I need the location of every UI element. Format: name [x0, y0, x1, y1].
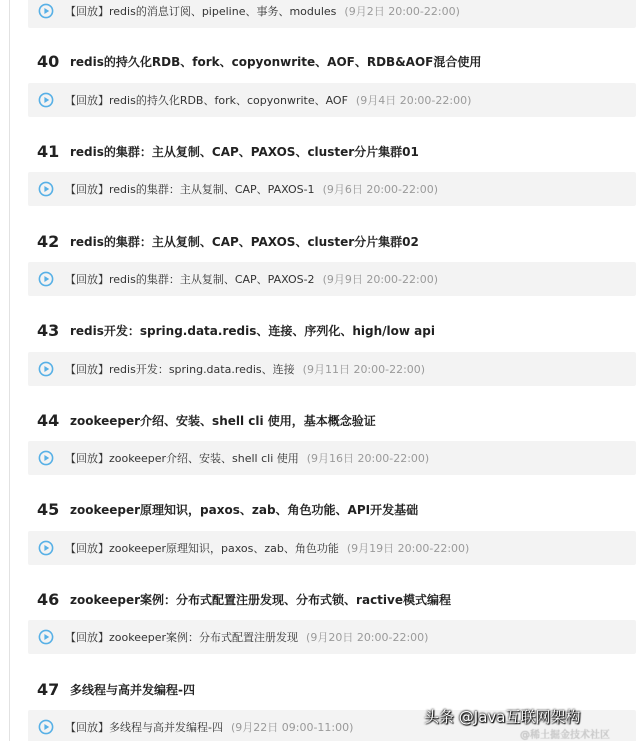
community-watermark: @稀土掘金技术社区: [520, 730, 610, 741]
replay-time: (9月16日 20:00-22:00): [306, 452, 430, 465]
chapter-title: redis的集群：主从复制、CAP、PAXOS、cluster分片集群01: [70, 144, 419, 159]
chapter-title: 多线程与高并发编程-四: [70, 682, 195, 697]
replay-title: redis的消息订阅、pipeline、事务、modules: [109, 5, 337, 18]
replay-time: (9月4日 20:00-22:00): [355, 94, 472, 107]
play-circle-icon: [38, 181, 54, 197]
replay-tag: 【回放】: [65, 452, 109, 465]
chapter-number: 43: [37, 320, 60, 340]
replay-time: (9月22日 09:00-11:00): [230, 721, 354, 734]
replay-title: redis的集群：主从复制、CAP、PAXOS-1: [109, 183, 315, 196]
replay-tag: 【回放】: [65, 273, 109, 286]
chapter-number: 41: [37, 141, 60, 161]
replay-tag: 【回放】: [65, 94, 109, 107]
chapter-number: 44: [37, 410, 60, 430]
chapter-title: zookeeper案例：分布式配置注册发现、分布式锁、ractive模式编程: [70, 592, 451, 607]
play-circle-icon: [38, 92, 54, 108]
replay-title: zookeeper案例：分布式配置注册发现: [109, 631, 299, 644]
chapter-heading: [37, 497, 418, 521]
replay-tag: 【回放】: [65, 5, 109, 18]
chapter-heading: [37, 139, 419, 163]
chapter-number: 45: [37, 499, 60, 519]
left-divider: [9, 0, 10, 741]
play-circle-icon: [38, 629, 54, 645]
play-circle-icon: [38, 540, 54, 556]
replay-item[interactable]: [28, 441, 636, 475]
play-circle-icon: [38, 361, 54, 377]
chapter-number: 40: [37, 51, 60, 71]
replay-title: redis开发：spring.data.redis、连接: [109, 363, 295, 376]
play-circle-icon: [38, 450, 54, 466]
replay-title: zookeeper介绍、安装、shell cli 使用: [109, 452, 299, 465]
replay-title: zookeeper原理知识，paxos、zab、角色功能: [109, 542, 339, 555]
chapter-number: 47: [37, 679, 60, 699]
replay-title: 多线程与高并发编程-四: [109, 721, 223, 734]
replay-title: redis的持久化RDB、fork、copyonwrite、AOF: [109, 94, 348, 107]
chapter-number: 42: [37, 231, 60, 251]
replay-item[interactable]: [28, 0, 636, 28]
replay-time: (9月2日 20:00-22:00): [344, 5, 460, 18]
chapter-title: redis的集群：主从复制、CAP、PAXOS、cluster分片集群02: [70, 234, 419, 249]
replay-item[interactable]: [28, 172, 636, 206]
chapter-heading: [37, 587, 451, 611]
chapter-title: redis的持久化RDB、fork、copyonwrite、AOF、RDB&AOF混合使用: [70, 54, 482, 69]
replay-item[interactable]: [28, 83, 636, 117]
replay-tag: 【回放】: [65, 183, 109, 196]
play-circle-icon: [38, 719, 54, 735]
chapter-heading: [37, 49, 481, 73]
chapter-title: redis开发：spring.data.redis、连接、序列化、high/low api: [70, 323, 435, 338]
source-watermark: 头条 @Java互联网架构: [424, 708, 581, 726]
replay-tag: 【回放】: [65, 542, 109, 555]
replay-tag: 【回放】: [65, 631, 109, 644]
play-circle-icon: [38, 271, 54, 287]
chapter-heading: [37, 229, 419, 253]
chapter-heading: [37, 677, 195, 701]
replay-title: redis的集群：主从复制、CAP、PAXOS-2: [109, 273, 315, 286]
replay-time: (9月6日 20:00-22:00): [322, 183, 439, 196]
chapter-number: 46: [37, 589, 60, 609]
chapter-heading: [37, 408, 376, 432]
replay-time: (9月19日 20:00-22:00): [346, 542, 470, 555]
replay-item[interactable]: [28, 352, 636, 386]
replay-item[interactable]: [28, 262, 636, 296]
chapter-title: zookeeper介绍、安装、shell cli 使用，基本概念验证: [70, 413, 376, 428]
chapter-title: zookeeper原理知识，paxos、zab、角色功能、API开发基础: [70, 502, 419, 517]
replay-time: (9月11日 20:00-22:00): [302, 363, 426, 376]
replay-tag: 【回放】: [65, 721, 109, 734]
chapter-heading: [37, 318, 435, 342]
replay-item[interactable]: [28, 531, 636, 565]
replay-item[interactable]: [28, 620, 636, 654]
play-circle-icon: [38, 3, 54, 19]
replay-tag: 【回放】: [65, 363, 109, 376]
replay-time: (9月20日 20:00-22:00): [306, 631, 429, 644]
replay-time: (9月9日 20:00-22:00): [322, 273, 439, 286]
